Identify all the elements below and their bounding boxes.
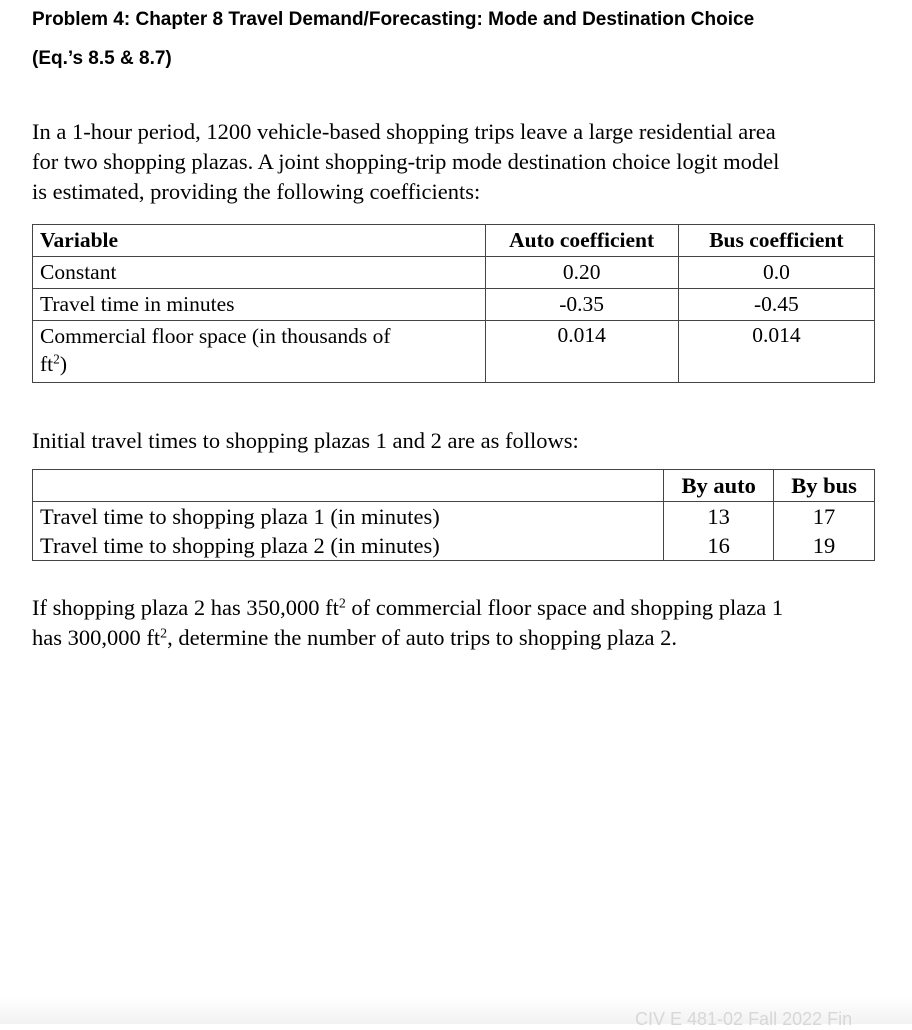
question-text: of commercial floor space and shopping plaza 1: [345, 595, 784, 620]
unit-superscript: 2: [160, 626, 168, 642]
bus-time-cell: 17: [774, 502, 875, 532]
bus-coefficient-cell: 0.014: [678, 321, 874, 383]
travel-time-table: [32, 469, 875, 561]
intro-line-3: is estimated, providing the following coefficients:: [32, 179, 481, 204]
variable-cell: Constant: [33, 257, 486, 289]
question-text: If shopping plaza 2 has 350,000 ft: [32, 595, 339, 620]
travel-times-intro: [32, 426, 882, 456]
question-text: , determine the number of auto trips to shopping plaza 2.: [167, 625, 677, 650]
plaza-label-cell: Travel time to shopping plaza 2 (in minutes): [33, 531, 664, 561]
question-line-1: [32, 593, 882, 623]
header-by-bus: By bus: [774, 470, 875, 502]
variable-cell: Travel time in minutes: [33, 289, 486, 321]
intro-line-2: for two shopping plazas. A joint shopping-trip mode destination choice logit model: [32, 149, 780, 174]
variable-unit-base: ft: [40, 352, 54, 376]
table-row: [33, 257, 875, 289]
plaza-label-cell: Travel time to shopping plaza 1 (in minutes): [33, 502, 664, 532]
table-row: [33, 502, 875, 532]
table-header-row: [33, 470, 875, 502]
bus-coefficient-cell: 0.0: [678, 257, 874, 289]
header-bus-coefficient: Bus coefficient: [678, 225, 874, 257]
equation-reference: (Eq.’s 8.5 & 8.7): [32, 48, 172, 69]
coefficients-table: [32, 224, 875, 383]
question-text: has 300,000 ft: [32, 625, 161, 650]
intro-paragraph: [32, 117, 882, 207]
variable-line-1: Commercial floor space (in thousands of: [40, 324, 391, 348]
question-line-2: [32, 623, 882, 653]
auto-coefficient-cell: -0.35: [485, 289, 678, 321]
header-empty: [33, 470, 664, 502]
table-row: [33, 321, 875, 383]
auto-time-cell: 13: [664, 502, 774, 532]
unit-superscript: 2: [53, 351, 60, 367]
bus-time-cell: 19: [774, 531, 875, 561]
auto-coefficient-cell: 0.20: [485, 257, 678, 289]
problem-title: Problem 4: Chapter 8 Travel Demand/Forecasting: Mode and Destination Choice: [32, 9, 755, 30]
header-variable: Variable: [33, 225, 486, 257]
variable-unit-end: ): [59, 352, 67, 376]
question-paragraph: [32, 593, 882, 653]
travel-intro-line: Initial travel times to shopping plazas 1 and 2 are as follows:: [32, 428, 579, 453]
variable-cell: [33, 321, 486, 383]
header-auto-coefficient: Auto coefficient: [485, 225, 678, 257]
header-by-auto: By auto: [664, 470, 774, 502]
intro-line-1: In a 1-hour period, 1200 vehicle-based shopping trips leave a large residential area: [32, 119, 776, 144]
unit-superscript: 2: [338, 596, 346, 612]
bus-coefficient-cell: -0.45: [678, 289, 874, 321]
table-header-row: [33, 225, 875, 257]
auto-time-cell: 16: [664, 531, 774, 561]
footer-course-label: CIV E 481-02 Fall 2022 Fin: [635, 1009, 853, 1029]
auto-coefficient-cell: 0.014: [485, 321, 678, 383]
table-row: [33, 289, 875, 321]
table-row: [33, 531, 875, 561]
